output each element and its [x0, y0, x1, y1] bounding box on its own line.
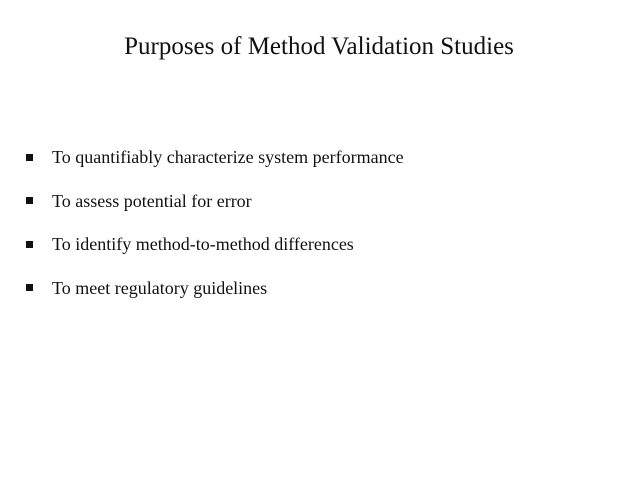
square-bullet-icon — [26, 241, 33, 248]
bullet-item-method-differences — [26, 233, 616, 255]
square-bullet-icon — [26, 197, 33, 204]
bullet-text: To identify method-to-method differences — [52, 234, 354, 254]
square-bullet-icon — [26, 154, 33, 161]
square-bullet-icon — [26, 284, 33, 291]
bullet-text: To quantifiably characterize system performance — [52, 147, 404, 167]
bullet-text: To assess potential for error — [52, 190, 252, 211]
bullet-item-regulatory-guidelines — [26, 277, 616, 299]
bullet-item-assess-error — [26, 190, 616, 212]
bullet-item-quantify-performance — [26, 146, 616, 168]
bullet-text: To meet regulatory guidelines — [52, 277, 268, 298]
slide-title: Purposes of Method Validation Studies — [124, 33, 514, 60]
bullet-list — [26, 146, 616, 320]
